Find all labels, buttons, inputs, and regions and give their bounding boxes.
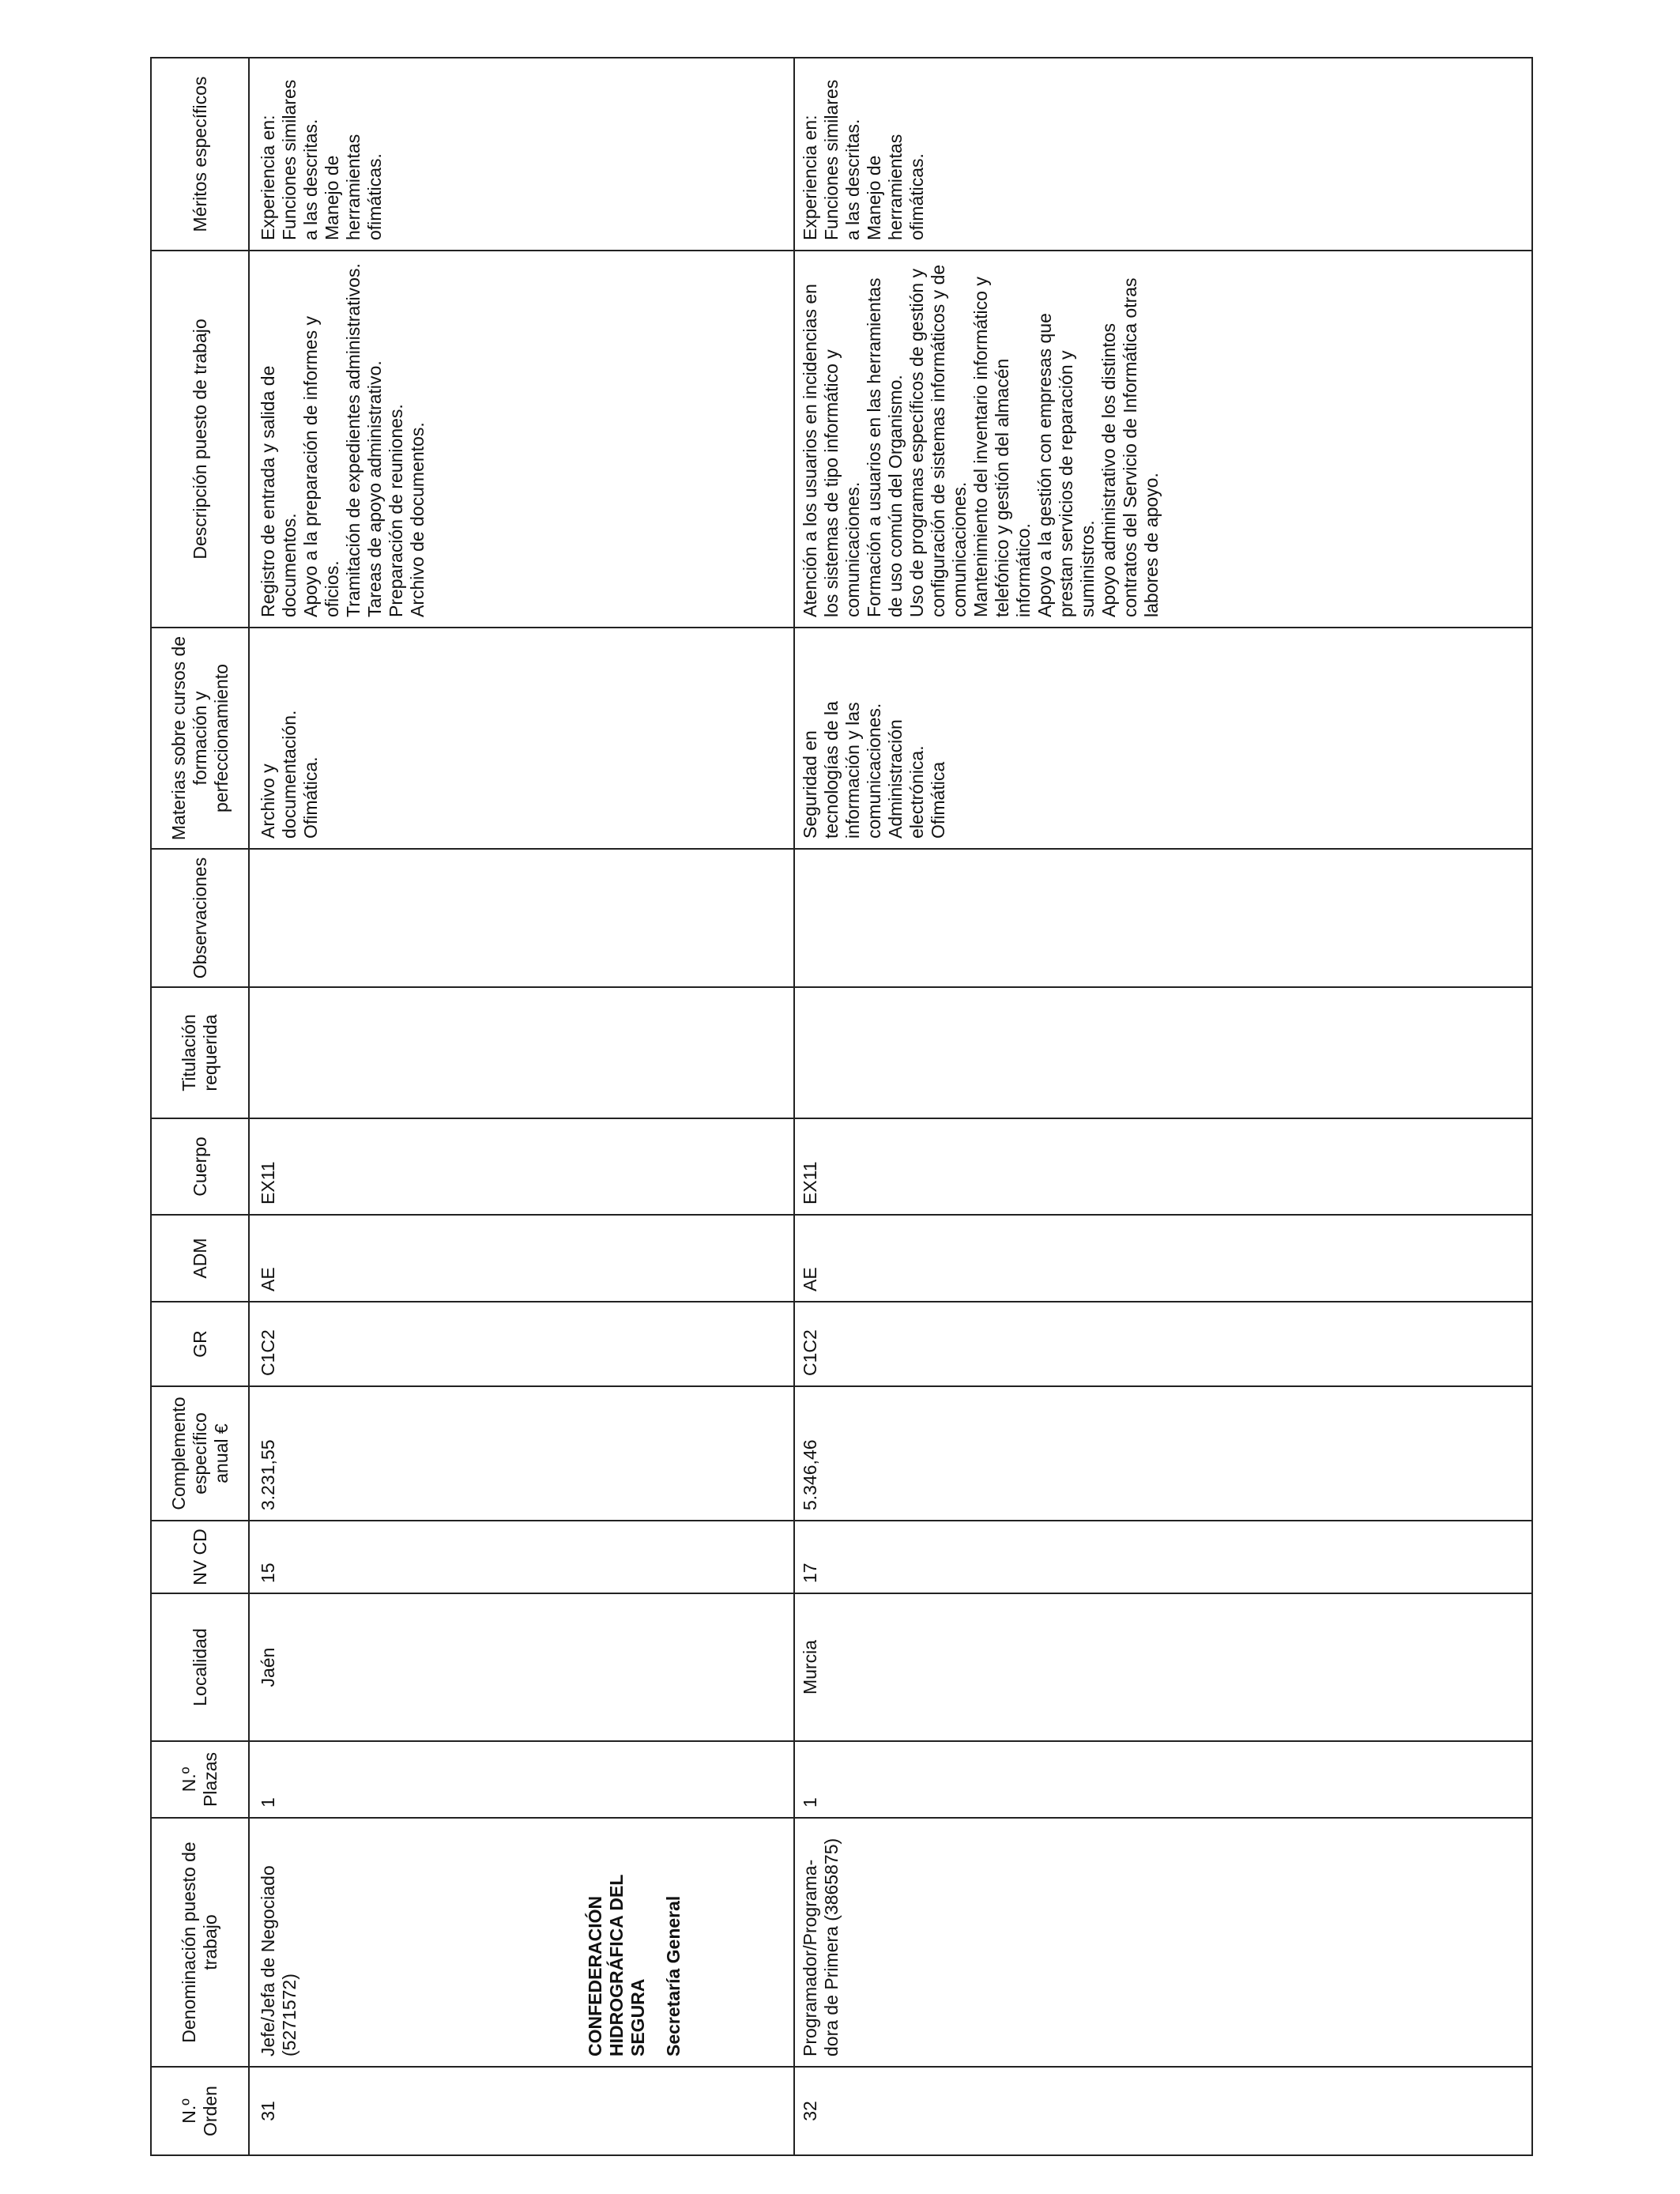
descripcion-item: Tramitación de expedientes administrativos.	[343, 263, 363, 617]
descripcion-item: Apoyo a la gestión con empresas que prestan servicios de reparación y suministros.	[1034, 313, 1098, 617]
cuerpo-cell: EX11	[249, 1118, 794, 1215]
nivel-cell: 15	[249, 1521, 794, 1593]
merito-item: Experiencia en:	[800, 115, 820, 240]
localidad-cell: Jaén	[249, 1593, 794, 1741]
orden-cell: 32	[794, 2067, 1532, 2155]
merito-item: Experiencia en:	[258, 115, 278, 240]
descripcion-item: Registro de entrada y salida de documentos.	[258, 365, 299, 617]
merito-item: Funciones similares a las descritas.	[821, 79, 863, 240]
descripcion-item: Tareas de apoyo administrativo.	[364, 360, 385, 617]
header-titulacion: Titulación requerida	[151, 987, 249, 1118]
descripcion-item: Apoyo a la preparación de informes y oficios.	[300, 316, 342, 617]
materias-cell	[794, 628, 1532, 849]
unidad-heading: Secretaría General	[663, 1895, 684, 2056]
cuerpo-cell: EX11	[794, 1118, 1532, 1215]
header-localidad: Localidad	[151, 1593, 249, 1741]
descripcion-item: Archivo de documentos.	[407, 422, 428, 617]
titulacion-cell	[794, 987, 1532, 1118]
header-cuerpo: Cuerpo	[151, 1118, 249, 1215]
descripcion-item: Apoyo administrativo de los distintos contratos del Servicio de Informática otras labores de apoyo.	[1098, 277, 1162, 617]
rotated-page	[150, 58, 1533, 2156]
table-row	[794, 58, 1532, 2155]
merito-item: Manejo de herramientas ofimáticas.	[864, 134, 927, 240]
header-nivel: NV CD	[151, 1521, 249, 1593]
materia-item: Ofimática	[928, 761, 948, 839]
merito-item: Funciones similares a las descritas.	[279, 79, 321, 240]
header-adm: ADM	[151, 1215, 249, 1302]
denominacion-cell	[249, 1818, 794, 2067]
header-complemento: Complemento específico anual €	[151, 1386, 249, 1521]
orden-cell: 31	[249, 2067, 794, 2155]
denominacion-cell: Programador/Programa-dora de Primera (3865875)	[794, 1818, 1532, 2067]
materia-item: Ofimática.	[300, 756, 321, 839]
descripcion-cell	[794, 251, 1532, 628]
grupo-cell: C1C2	[794, 1302, 1532, 1386]
descripcion-item: Preparación de reuniones.	[386, 404, 406, 617]
merito-item: Manejo de herramientas ofimáticas.	[322, 134, 385, 240]
plazas-cell: 1	[794, 1741, 1532, 1818]
materia-item: Administración electrónica.	[885, 719, 927, 839]
materias-cell	[249, 628, 794, 849]
table-row	[249, 58, 794, 2155]
descripcion-item: Uso de programas específicos de gestión y configuración de sistemas informáticos y de comunicaciones.	[906, 264, 970, 617]
header-denominacion: Denominación puesto de trabajo	[151, 1818, 249, 2067]
observaciones-cell	[249, 849, 794, 987]
header-meritos: Méritos específicos	[151, 58, 249, 251]
header-row	[151, 58, 249, 2155]
titulacion-cell	[249, 987, 794, 1118]
denominacion-text: Jefe/Jefa de Negociado (5271572)	[258, 1865, 299, 2056]
grupo-cell: C1C2	[249, 1302, 794, 1386]
materia-item: Seguridad en tecnologías de la información y las comunicaciones.	[800, 701, 884, 839]
descripcion-item: Atención a los usuarios en incidencias en los sistemas de tipo informático y comunicaciones.	[800, 284, 863, 617]
complemento-cell: 3.231,55	[249, 1386, 794, 1521]
nivel-cell: 17	[794, 1521, 1532, 1593]
observaciones-cell	[794, 849, 1532, 987]
complemento-cell: 5.346,46	[794, 1386, 1532, 1521]
meritos-cell	[794, 58, 1532, 251]
header-orden: N.º Orden	[151, 2067, 249, 2155]
header-materias: Materias sobre cursos de formación y perfeccionamiento	[151, 628, 249, 849]
header-descripcion: Descripción puesto de trabajo	[151, 251, 249, 628]
header-observaciones: Observaciones	[151, 849, 249, 987]
meritos-cell	[249, 58, 794, 251]
descripcion-item: Formación a usuarios en las herramientas de uso común del Organismo.	[864, 277, 906, 617]
adm-cell: AE	[794, 1215, 1532, 1302]
header-grupo: GR	[151, 1302, 249, 1386]
plazas-cell: 1	[249, 1741, 794, 1818]
adm-cell: AE	[249, 1215, 794, 1302]
header-plazas: N.º Plazas	[151, 1741, 249, 1818]
organismo-heading: CONFEDERACIÓN HIDROGRÁFICA DEL SEGURA	[585, 1875, 648, 2056]
localidad-cell: Murcia	[794, 1593, 1532, 1741]
materia-item: Archivo y documentación.	[258, 710, 299, 839]
descripcion-cell	[249, 251, 794, 628]
job-positions-table	[150, 57, 1533, 2156]
descripcion-item: Mantenimiento del inventario informático y telefónico y gestión del almacén informático.	[970, 277, 1034, 617]
